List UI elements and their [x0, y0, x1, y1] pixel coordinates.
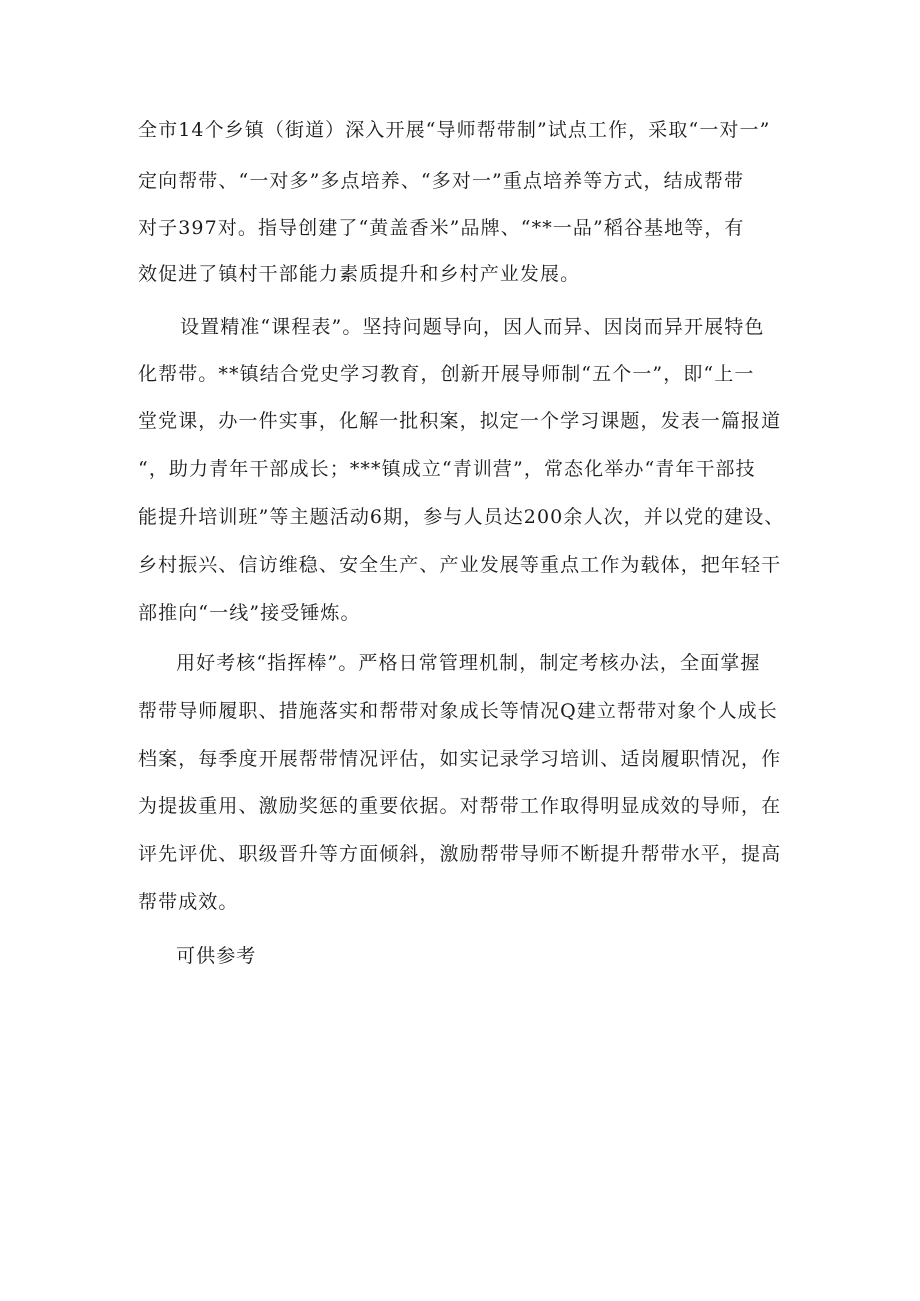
paragraph-line: 全市14个乡镇（街道）深入开展“导师帮带制”试点工作，采取“一对一” — [138, 119, 771, 141]
paragraph-line: “，助力青年干部成长；***镇成立“青训营”，常态化举办“青年干部技 — [138, 458, 756, 480]
paragraph-line: 化帮带。**镇结合党史学习教育，创新开展导师制“五个一”，即“上一 — [138, 363, 755, 385]
paragraph-line: 帮带导师履职、措施落实和帮带对象成长等情况Q建立帮带对象个人成长 — [138, 700, 778, 722]
paragraph-line: 堂党课，办一件实事，化解一批积案，拟定一个学习课题，发表一篇报道 — [138, 410, 782, 432]
paragraph-line: 设置精准“课程表”。坚持问题导向，因人而异、因岗而异开展特色 — [180, 316, 765, 338]
paragraph-line: 部推向“一线”接受锤炼。 — [138, 602, 361, 624]
paragraph-line: 档案，每季度开展帮带情况评估，如实记录学习培训、适岗履职情况，作 — [138, 748, 782, 770]
paragraph-line: 乡村振兴、信访维稳、安全生产、产业发展等重点工作为载体，把年轻干 — [138, 554, 782, 576]
paragraph-line: 能提升培训班”等主题活动6期，参与人员达200余人次，并以党的建设、 — [138, 506, 785, 528]
paragraph-line: 为提拔重用、激励奖惩的重要依据。对帮带工作取得明显成效的导师，在 — [138, 795, 782, 817]
paragraph-line: 评先评优、职级晋升等方面倾斜，激励帮带导师不断提升帮带水平，提高 — [138, 843, 782, 865]
paragraph-line: 效促进了镇村干部能力素质提升和乡村产业发展。 — [138, 263, 581, 285]
paragraph-line: 定向帮带、“一对多”多点培养、“多对一”重点培养等方式，结成帮带 — [138, 170, 745, 192]
paragraph-line: 对子397对。指导创建了“黄盖香米”品牌、“**一品”稻谷基地等，有 — [138, 217, 745, 239]
closing-note: 可供参考 — [176, 945, 257, 967]
paragraph-line: 用好考核“指挥棒”。严格日常管理机制，制定考核办法，全面掌握 — [176, 652, 761, 674]
paragraph-line: 帮带成效。 — [138, 891, 239, 913]
